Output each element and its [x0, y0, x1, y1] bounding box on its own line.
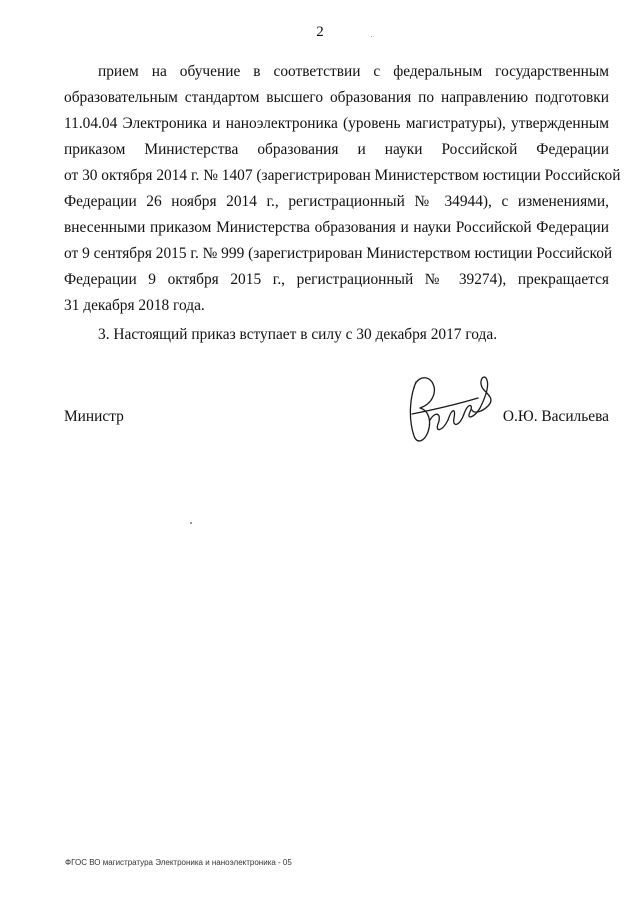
handwritten-signature [402, 370, 502, 450]
scan-speck [371, 36, 372, 37]
page-number: 2 [316, 24, 324, 40]
paragraph-line: Федерации 26 ноября 2014 г., регистрационный № 34944), с изменениями, [64, 193, 609, 210]
signer-title: Министр [64, 408, 124, 425]
document-footer: ФГОС ВО магистратура Электроника и наноэлектроника - 05 [65, 858, 292, 867]
paragraph-line: прием на обучение в соответствии с федеральным государственным [98, 63, 609, 80]
paragraph-line: 31 декабря 2018 года. [64, 297, 205, 314]
paragraph-line: образовательным стандартом высшего образования по направлению подготовки [64, 89, 609, 106]
paragraph-line: от 30 октября 2014 г. № 1407 (зарегистрирован Министерством юстиции Российской [64, 167, 621, 184]
paragraph-line: от 9 сентября 2015 г. № 999 (зарегистрирован Министерством юстиции Российской [64, 245, 613, 262]
document-body [64, 59, 621, 348]
paragraph-line: 11.04.04 Электроника и наноэлектроника (уровень магистратуры), утвержденным [64, 115, 609, 132]
paragraph-line: внесенными приказом Министерства образования и науки Российской Федерации [64, 219, 609, 236]
clause-3-text: 3. Настоящий приказ вступает в силу с 30 декабря 2017 года. [98, 326, 498, 343]
paragraph-line: Федерации 9 октября 2015 г., регистрационный № 39274), прекращается [64, 271, 609, 288]
paragraph-line: приказом Министерства образования и науки Российской Федерации [64, 141, 609, 158]
scan-speck [190, 522, 192, 524]
signature-block [64, 400, 609, 440]
signer-name: О.Ю. Васильева [502, 408, 609, 425]
